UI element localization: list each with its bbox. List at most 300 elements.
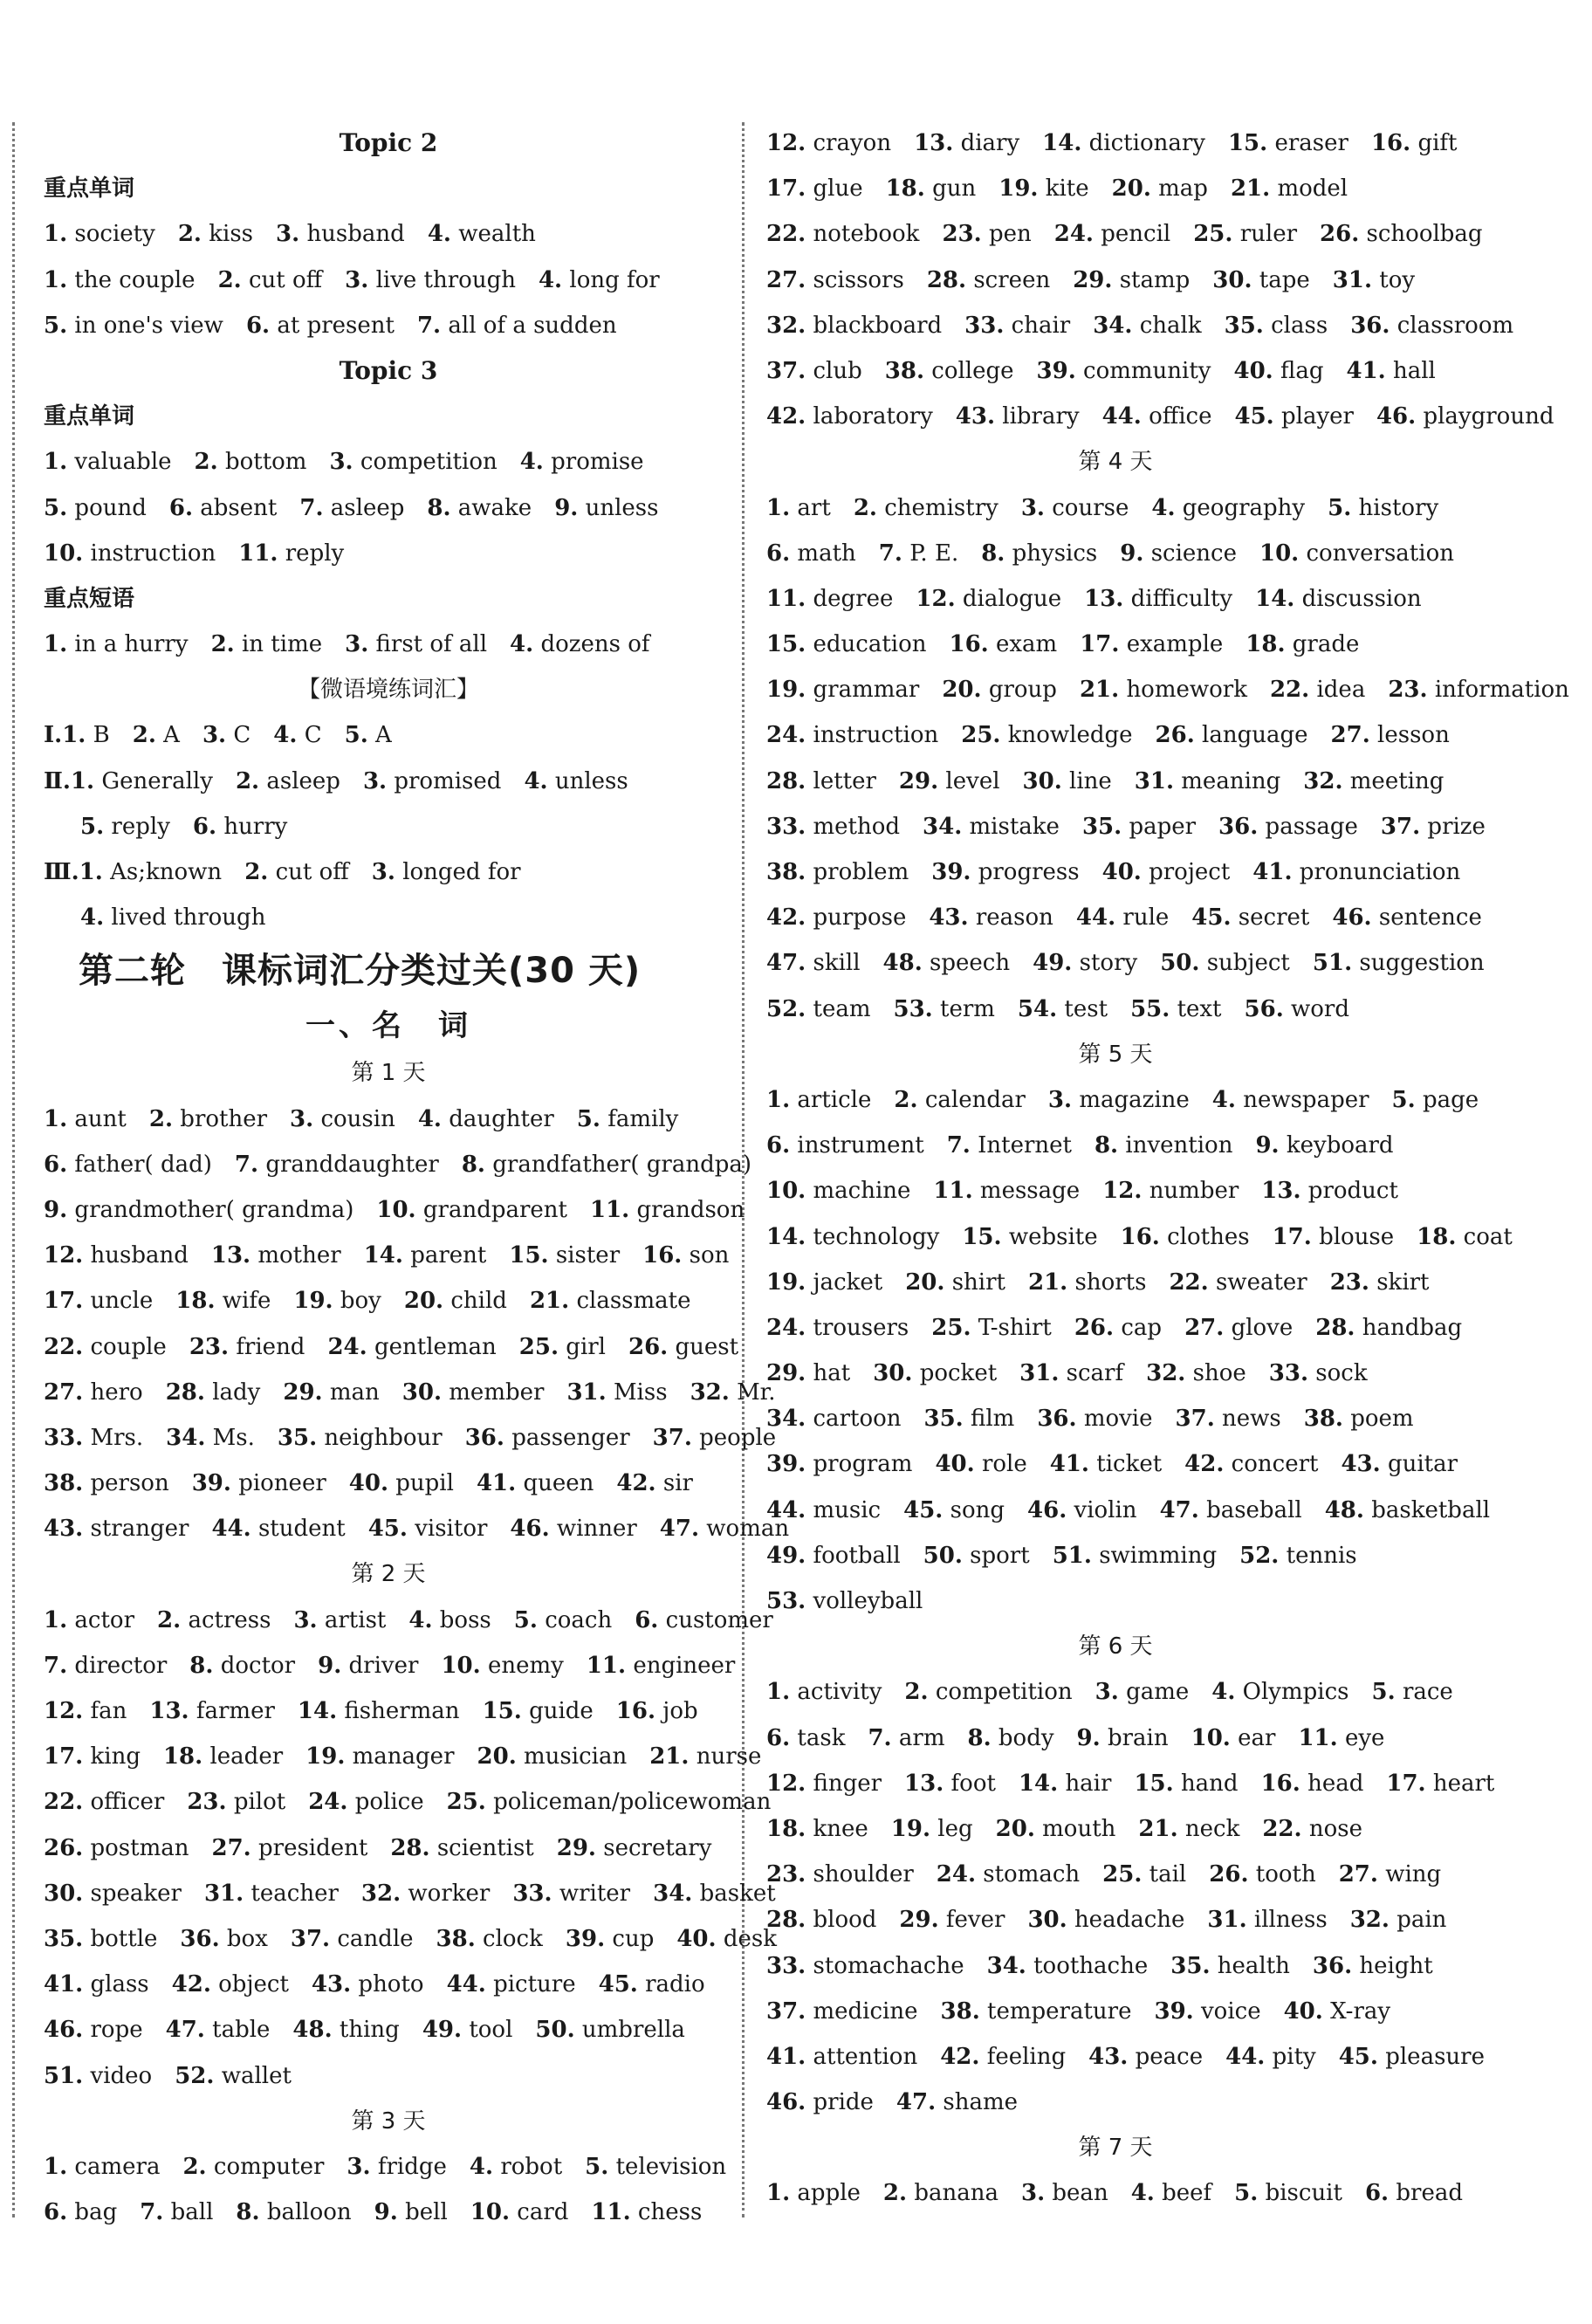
answer-item — [276, 211, 405, 257]
item-number: 20. — [1111, 175, 1151, 203]
item-number: 18. — [1417, 1223, 1457, 1250]
answer-line — [766, 348, 1465, 394]
item-word: music — [813, 1496, 882, 1523]
answer-item — [904, 1669, 1072, 1715]
item-word: shirt — [951, 1269, 1005, 1296]
answer-line — [44, 485, 733, 531]
item-number: 18. — [1245, 631, 1286, 658]
item-word: secretary — [603, 1834, 712, 1861]
item-number: 19. — [293, 1288, 333, 1315]
item-word: glass — [90, 1971, 149, 1998]
answer-line — [766, 987, 1465, 1032]
item-number: 10. — [376, 1196, 416, 1223]
item-number: 47. — [766, 950, 806, 977]
item-number: 1. — [44, 1105, 68, 1132]
answer-item — [1341, 1441, 1458, 1487]
answer-item — [157, 1598, 271, 1643]
answer-item — [996, 1806, 1116, 1852]
item-word: conversation — [1306, 540, 1454, 567]
answer-item — [766, 667, 919, 712]
answer-item — [766, 485, 831, 531]
answer-item — [291, 1916, 414, 1962]
item-number: 40. — [1283, 1997, 1323, 2025]
answer-line — [766, 303, 1514, 348]
answer-item — [524, 759, 628, 804]
item-word: brain — [1107, 1724, 1169, 1751]
item-number: 12. — [766, 130, 806, 156]
answer-item — [766, 1168, 910, 1214]
item-number: 11. — [766, 585, 806, 612]
item-number: 19. — [305, 1743, 346, 1771]
item-word: rope — [90, 2017, 143, 2044]
item-word: visitor — [415, 1516, 488, 1543]
item-number: 16. — [1120, 1223, 1160, 1250]
answer-item — [942, 211, 1031, 257]
item-number: 19. — [890, 1815, 931, 1842]
item-word: student — [257, 1516, 346, 1543]
item-number: 47. — [1159, 1496, 1199, 1523]
answer-item — [1088, 2034, 1203, 2080]
item-number: 22. — [1262, 1815, 1302, 1842]
item-word: finger — [813, 1770, 882, 1797]
item-number: 8. — [461, 1151, 485, 1178]
answer-item — [44, 1916, 157, 1962]
item-number: 27. — [1338, 1861, 1378, 1888]
item-number: 46. — [510, 1516, 550, 1543]
answer-item — [766, 1852, 914, 1897]
answer-line — [766, 1488, 1491, 1533]
item-word: man — [329, 1379, 380, 1406]
item-word: blouse — [1319, 1223, 1395, 1250]
item-number: 38. — [940, 1997, 980, 2025]
answer-line — [766, 759, 1465, 804]
item-number: 15. — [962, 1223, 1002, 1250]
item-word: speech — [930, 950, 1011, 977]
item-word: invention — [1125, 1132, 1233, 1159]
answer-item — [308, 1779, 423, 1825]
item-number: 4. — [510, 631, 534, 658]
item-number: 41. — [1049, 1451, 1089, 1478]
item-word: film — [971, 1406, 1015, 1433]
item-number: 25. — [1102, 1861, 1143, 1888]
item-word: promise — [551, 449, 644, 476]
item-number: 14. — [363, 1242, 403, 1269]
answer-item — [1234, 394, 1353, 439]
item-number: 11. — [933, 1178, 973, 1205]
answer-item — [1094, 1123, 1232, 1168]
item-word: pencil — [1101, 221, 1171, 248]
item-number: 36. — [180, 1925, 220, 1952]
item-number: 42. — [940, 2043, 980, 2070]
answer-item — [539, 258, 660, 303]
item-number: 40. — [1101, 859, 1142, 885]
item-number: 43. — [44, 1516, 84, 1543]
answer-item — [1245, 622, 1359, 667]
item-number: 46. — [1027, 1496, 1067, 1523]
item-word: father( dad) — [74, 1151, 212, 1178]
item-number: 37. — [1380, 813, 1421, 840]
item-number: 43. — [311, 1971, 352, 1998]
answer-line — [44, 1461, 733, 1506]
answer-line — [766, 1305, 1465, 1351]
item-word: eye — [1344, 1724, 1385, 1751]
answer-item — [238, 531, 344, 576]
item-number: 28. — [390, 1834, 430, 1861]
item-word: Mrs. — [90, 1424, 144, 1451]
answer-item — [1042, 120, 1205, 166]
answer-item — [940, 2034, 1066, 2080]
item-number: 31. — [566, 1379, 607, 1406]
item-word: sir — [662, 1470, 693, 1497]
answer-item — [1325, 1488, 1490, 1533]
item-number: 14. — [766, 1223, 806, 1250]
item-word: police — [354, 1789, 424, 1816]
item-number: 3. — [329, 449, 353, 476]
answer-item — [1259, 531, 1454, 576]
day-heading: 第 2 天 — [351, 1561, 426, 1588]
answer-item — [891, 1806, 973, 1852]
item-number: 17. — [1080, 631, 1120, 658]
answer-item — [590, 1187, 745, 1233]
answer-item — [44, 485, 147, 531]
item-number: 7. — [416, 312, 442, 339]
item-word: grandparent — [422, 1196, 567, 1223]
item-number: 12. — [44, 1242, 84, 1269]
item-number: 30. — [1022, 767, 1062, 794]
item-word: eraser — [1274, 130, 1348, 156]
item-word: lady — [212, 1379, 261, 1406]
answer-item — [1048, 1077, 1190, 1123]
answer-item — [766, 622, 927, 667]
item-number: 3. — [345, 266, 369, 293]
answer-line — [44, 303, 733, 348]
day-heading: 第 5 天 — [1078, 1041, 1153, 1068]
item-word: exam — [996, 631, 1058, 658]
item-number: 28. — [165, 1379, 205, 1406]
answer-line — [44, 1187, 745, 1233]
answer-item — [931, 849, 1079, 895]
answer-item — [1193, 211, 1297, 257]
item-number: 9. — [554, 494, 579, 521]
item-word: instrument — [797, 1132, 924, 1159]
item-word: hurry — [223, 813, 288, 840]
answer-line — [766, 258, 1465, 303]
item-number: 41. — [766, 2043, 806, 2070]
answer-item — [1054, 211, 1170, 257]
answer-item — [766, 940, 861, 986]
answer-item — [347, 2144, 446, 2190]
item-number: 4. — [1211, 1086, 1236, 1113]
answer-item — [189, 1324, 305, 1370]
item-number: 35. — [1081, 813, 1122, 840]
item-word: fridge — [377, 2153, 447, 2180]
item-word: guide — [529, 1698, 594, 1724]
item-word: A — [163, 722, 180, 749]
item-word: technology — [813, 1223, 940, 1250]
item-number: 41. — [476, 1470, 517, 1497]
answer-item — [766, 166, 863, 211]
item-word: reply — [111, 813, 170, 840]
answer-item — [477, 1461, 594, 1506]
item-number: 42. — [766, 403, 806, 430]
item-number: 50. — [923, 1542, 963, 1569]
answer-item — [44, 1187, 353, 1233]
answer-item — [44, 1142, 212, 1187]
item-word: letter — [813, 767, 876, 794]
answer-item — [211, 1506, 345, 1551]
item-number: 29. — [766, 1360, 806, 1387]
answer-item — [766, 258, 904, 303]
item-word: cut off — [249, 266, 323, 293]
answer-item — [766, 394, 933, 439]
item-word: ball — [170, 2199, 214, 2226]
answer-item — [180, 1916, 267, 1962]
item-word: fever — [945, 1907, 1005, 1934]
answer-item — [44, 2190, 117, 2235]
item-word: pupil — [395, 1470, 454, 1497]
item-number: 39. — [1036, 357, 1076, 384]
section-heading: 重点短语 — [44, 585, 135, 612]
answer-item — [766, 1806, 868, 1852]
day-heading: 第 7 天 — [1078, 2135, 1153, 2162]
item-number: 13. — [210, 1242, 251, 1269]
item-word: asleep — [330, 494, 405, 521]
item-word: radio — [645, 1971, 705, 1998]
item-number: 26. — [44, 1834, 84, 1861]
item-word: dialogue — [962, 585, 1062, 612]
item-number: 32. — [1303, 767, 1343, 794]
answer-line — [766, 1761, 1495, 1806]
item-number: 22. — [44, 1789, 84, 1816]
item-number: 47. — [659, 1516, 700, 1543]
item-number: 13. — [904, 1770, 944, 1797]
item-word: baseball — [1206, 1496, 1302, 1523]
item-number: 17. — [766, 175, 806, 203]
item-word: nose — [1308, 1815, 1362, 1842]
right-column — [766, 120, 1569, 2217]
answer-line — [44, 1142, 752, 1187]
answer-item — [1028, 1260, 1146, 1305]
item-word: thing — [339, 2017, 400, 2044]
item-word: project — [1149, 859, 1231, 885]
answer-item — [873, 1351, 997, 1396]
answer-item — [218, 258, 323, 303]
item-number: 52. — [766, 995, 806, 1022]
answer-item — [903, 1488, 1005, 1533]
answer-line — [44, 1506, 790, 1551]
answer-item — [766, 1989, 918, 2034]
item-word: article — [797, 1086, 872, 1113]
item-number: 12. — [1102, 1178, 1143, 1205]
item-number: 1. — [44, 221, 68, 248]
item-number: 49. — [766, 1542, 806, 1569]
item-word: stomach — [983, 1861, 1081, 1888]
item-word: promised — [394, 767, 502, 794]
item-number: 16. — [615, 1698, 656, 1724]
answer-item — [1033, 940, 1137, 986]
item-word: bottle — [90, 1925, 158, 1952]
item-word: girl — [566, 1333, 606, 1360]
answer-line — [766, 1168, 1465, 1214]
answer-item — [766, 759, 876, 804]
item-word: person — [90, 1470, 169, 1497]
item-number: 15. — [509, 1242, 549, 1269]
item-word: long for — [569, 266, 660, 293]
item-number: 34. — [766, 1406, 806, 1433]
answer-item — [293, 1278, 381, 1324]
answer-item — [44, 531, 216, 576]
answer-item — [465, 1415, 630, 1461]
item-word: temperature — [987, 1997, 1132, 2025]
item-number: 9. — [1255, 1132, 1280, 1159]
item-number: 27. — [1330, 722, 1370, 749]
item-word: pocket — [919, 1360, 998, 1387]
item-number: 37. — [290, 1925, 331, 1952]
answer-item — [933, 1168, 1080, 1214]
answer-item — [1261, 1168, 1398, 1214]
item-number: 8. — [236, 2199, 260, 2226]
item-number: 39. — [1154, 1997, 1194, 2025]
item-word: pleasure — [1385, 2043, 1485, 2070]
item-number: 38. — [1303, 1406, 1343, 1433]
answer-item — [937, 1852, 1080, 1897]
item-word: nurse — [696, 1743, 762, 1771]
item-number: 14. — [297, 1698, 338, 1724]
answer-line — [44, 1278, 733, 1324]
item-number: 21. — [649, 1743, 690, 1771]
item-number: 30. — [873, 1360, 913, 1387]
answer-item — [653, 1871, 776, 1916]
answer-item — [44, 1370, 143, 1415]
item-number: 7. — [140, 2199, 164, 2226]
item-number: 12. — [44, 1698, 84, 1724]
item-number: 6. — [635, 1606, 659, 1633]
item-word: card — [517, 2199, 569, 2226]
item-word: shoe — [1192, 1360, 1246, 1387]
answer-line — [44, 211, 733, 257]
item-word: postman — [90, 1834, 189, 1861]
item-word: history — [1358, 494, 1439, 521]
item-word: player — [1280, 403, 1354, 430]
answer-line — [766, 576, 1465, 622]
answer-line — [766, 394, 1554, 439]
item-word: mistake — [969, 813, 1060, 840]
item-number: 1. — [766, 1679, 791, 1706]
item-word: grammar — [813, 677, 920, 704]
item-number: 38. — [766, 859, 806, 885]
item-word: shame — [943, 2089, 1019, 2116]
item-number: 40. — [935, 1451, 975, 1478]
item-number: 4. — [273, 722, 298, 749]
item-word: queen — [523, 1470, 594, 1497]
answer-item — [896, 2080, 1018, 2125]
item-number: 11. — [586, 1652, 627, 1679]
item-number: 29. — [556, 1834, 596, 1861]
answer-item — [1239, 1533, 1356, 1578]
item-word: engineer — [633, 1652, 736, 1679]
item-word: member — [449, 1379, 545, 1406]
item-word: camera — [74, 2153, 161, 2180]
answer-line — [44, 1779, 772, 1825]
answer-item — [1191, 895, 1309, 940]
item-word: word — [1291, 995, 1349, 1022]
item-number: 5. — [1391, 1086, 1416, 1113]
item-word: Ms. — [212, 1424, 255, 1451]
item-number: 17. — [44, 1743, 84, 1771]
item-number: 26. — [1209, 1861, 1249, 1888]
answer-item — [766, 1715, 845, 1761]
item-word: granddaughter — [265, 1151, 439, 1178]
answer-item — [44, 1643, 167, 1688]
answer-item — [676, 1916, 777, 1962]
item-number: 46. — [1332, 904, 1372, 932]
item-word: gift — [1417, 130, 1458, 156]
answer-item — [44, 1324, 167, 1370]
answer-item — [368, 1506, 488, 1551]
answer-line — [44, 1688, 733, 1734]
item-number: 3. — [362, 767, 388, 794]
answer-item — [1080, 667, 1247, 712]
item-number: 44. — [1101, 403, 1142, 430]
answer-line — [766, 1214, 1513, 1260]
item-number: 2. — [177, 221, 202, 248]
answer-item — [374, 2190, 448, 2235]
answer-item — [246, 303, 395, 348]
item-number: 51. — [44, 2062, 84, 2089]
item-number: 7. — [946, 1132, 971, 1159]
item-word: bread — [1396, 2180, 1463, 2207]
answer-item — [1050, 1441, 1162, 1487]
answer-line — [766, 2034, 1485, 2080]
answer-item — [1320, 211, 1483, 257]
item-number: 38. — [884, 357, 924, 384]
answer-item — [1146, 1351, 1246, 1396]
item-number: 7. — [299, 494, 324, 521]
item-number: 4. — [408, 1606, 433, 1633]
answer-line — [44, 895, 733, 940]
item-word: activity — [797, 1679, 882, 1706]
item-word: discussion — [1301, 585, 1422, 612]
answer-item — [1212, 258, 1309, 303]
item-word: basketball — [1371, 1496, 1491, 1523]
answer-item — [483, 1688, 594, 1734]
item-word: winner — [556, 1516, 637, 1543]
answer-item — [868, 1715, 944, 1761]
item-word: subject — [1206, 950, 1290, 977]
answer-item — [998, 166, 1088, 211]
item-number: 3. — [276, 221, 300, 248]
item-number: 31. — [1332, 266, 1373, 293]
item-number: 54. — [1017, 995, 1058, 1022]
answer-item — [140, 2190, 213, 2235]
item-number: 10. — [1191, 1724, 1231, 1751]
answer-line — [44, 1324, 739, 1370]
answer-item — [1073, 258, 1190, 303]
answer-item — [635, 1598, 773, 1643]
item-number: 26. — [1320, 221, 1360, 248]
answer-item — [212, 1826, 368, 1871]
answer-item — [417, 303, 617, 348]
answer-item — [519, 1324, 606, 1370]
item-word: toothache — [1033, 1952, 1149, 1979]
item-word: brother — [180, 1105, 268, 1132]
item-number: 3. — [1020, 494, 1045, 521]
answer-item — [192, 1461, 326, 1506]
answer-line — [44, 531, 733, 576]
answer-item — [947, 1123, 1072, 1168]
item-word: reason — [975, 904, 1053, 932]
item-word: uncle — [90, 1288, 154, 1315]
